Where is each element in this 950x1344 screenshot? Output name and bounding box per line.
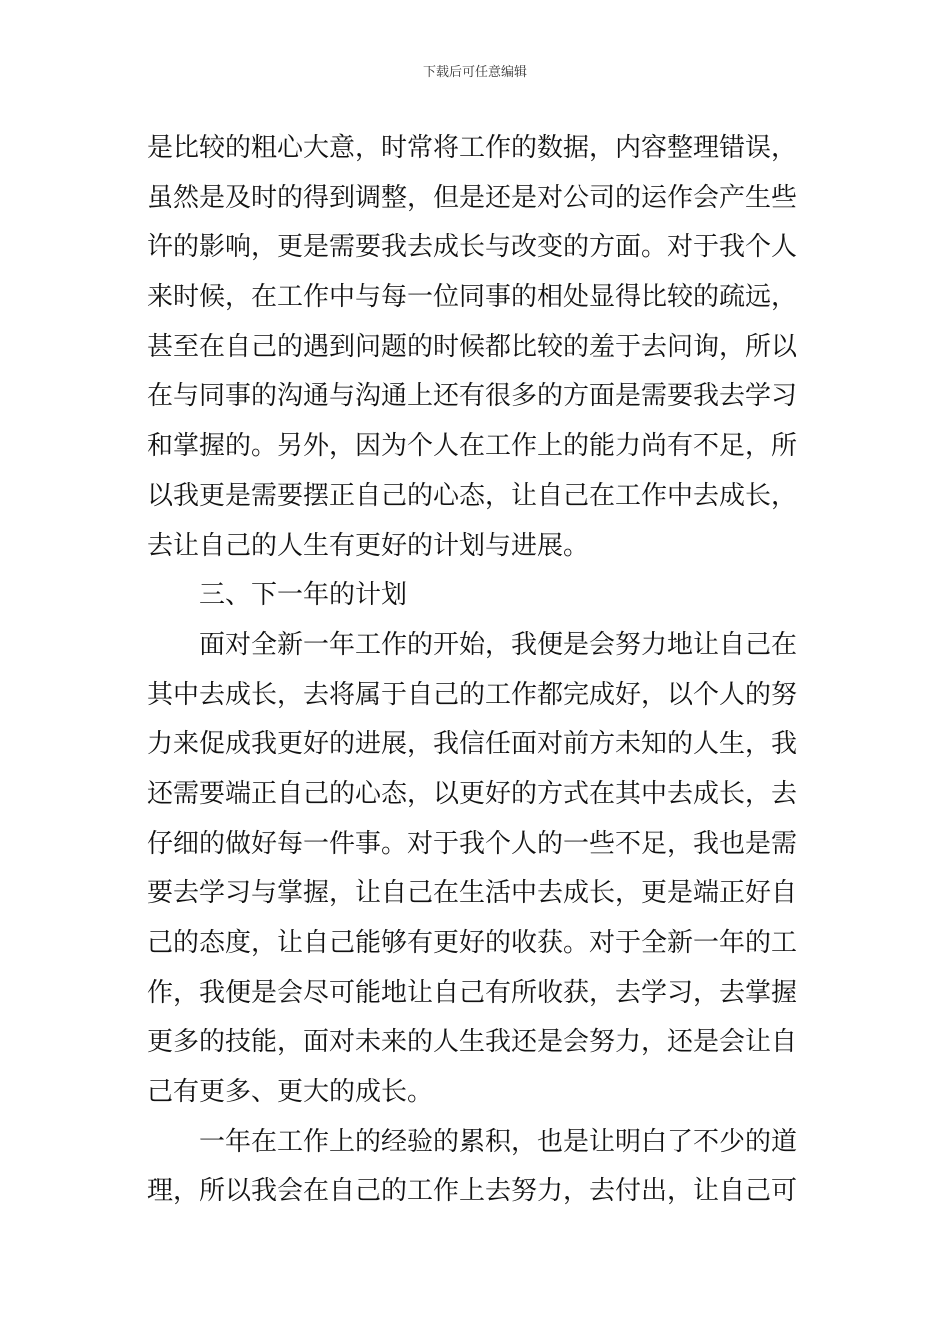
text-line: 力来促成我更好的进展，我信任面对前方未知的人生，我 — [147, 729, 798, 760]
text-line: 是比较的粗心大意，时常将工作的数据，内容整理错误， — [147, 133, 798, 163]
document-body — [147, 124, 811, 1217]
text-line: 作，我便是会尽可能地让自己有所收获，去学习，去掌握 — [147, 977, 798, 1008]
text-line: 和掌握的。另外，因为个人在工作上的能力尚有不足，所 — [147, 431, 798, 462]
paragraph-first-line: 面对全新一年工作的开始，我便是会努力地让自己在 — [199, 629, 798, 660]
text-line: 去让自己的人生有更好的计划与进展。 — [147, 530, 590, 561]
text-line: 己有更多、更大的成长。 — [147, 1077, 434, 1108]
page-header: 下载后可任意编辑 — [422, 65, 527, 80]
text-line: 在与同事的沟通与沟通上还有很多的方面是需要我去学习 — [147, 381, 798, 412]
text-line: 更多的技能，面对未来的人生我还是会努力，还是会让自 — [147, 1027, 798, 1058]
text-line: 甚至在自己的遇到问题的时候都比较的羞于去问询，所以 — [147, 331, 798, 362]
paragraph-first-line: 一年在工作上的经验的累积，也是让明白了不少的道 — [199, 1126, 798, 1157]
paragraph-first-line: 三、下一年的计划 — [199, 580, 408, 611]
text-line: 己的态度，让自己能够有更好的收获。对于全新一年的工 — [147, 928, 798, 958]
text-line: 以我更是需要摆正自己的心态，让自己在工作中去成长， — [147, 480, 798, 511]
text-line: 理，所以我会在自己的工作上去努力，去付出，让自己可 — [147, 1176, 798, 1207]
text-line: 其中去成长，去将属于自己的工作都完成好，以个人的努 — [147, 679, 798, 710]
text-line: 虽然是及时的得到调整，但是还是对公司的运作会产生些 — [147, 182, 798, 213]
text-line: 还需要端正自己的心态，以更好的方式在其中去成长，去 — [147, 778, 798, 809]
text-line: 许的影响，更是需要我去成长与改变的方面。对于我个人 — [147, 232, 798, 263]
text-line: 来时候，在工作中与每一位同事的相处显得比较的疏远， — [147, 282, 798, 313]
text-line: 要去学习与掌握，让自己在生活中去成长，更是端正好自 — [147, 878, 798, 909]
text-line: 仔细的做好每一件事。对于我个人的一些不足，我也是需 — [147, 828, 798, 859]
